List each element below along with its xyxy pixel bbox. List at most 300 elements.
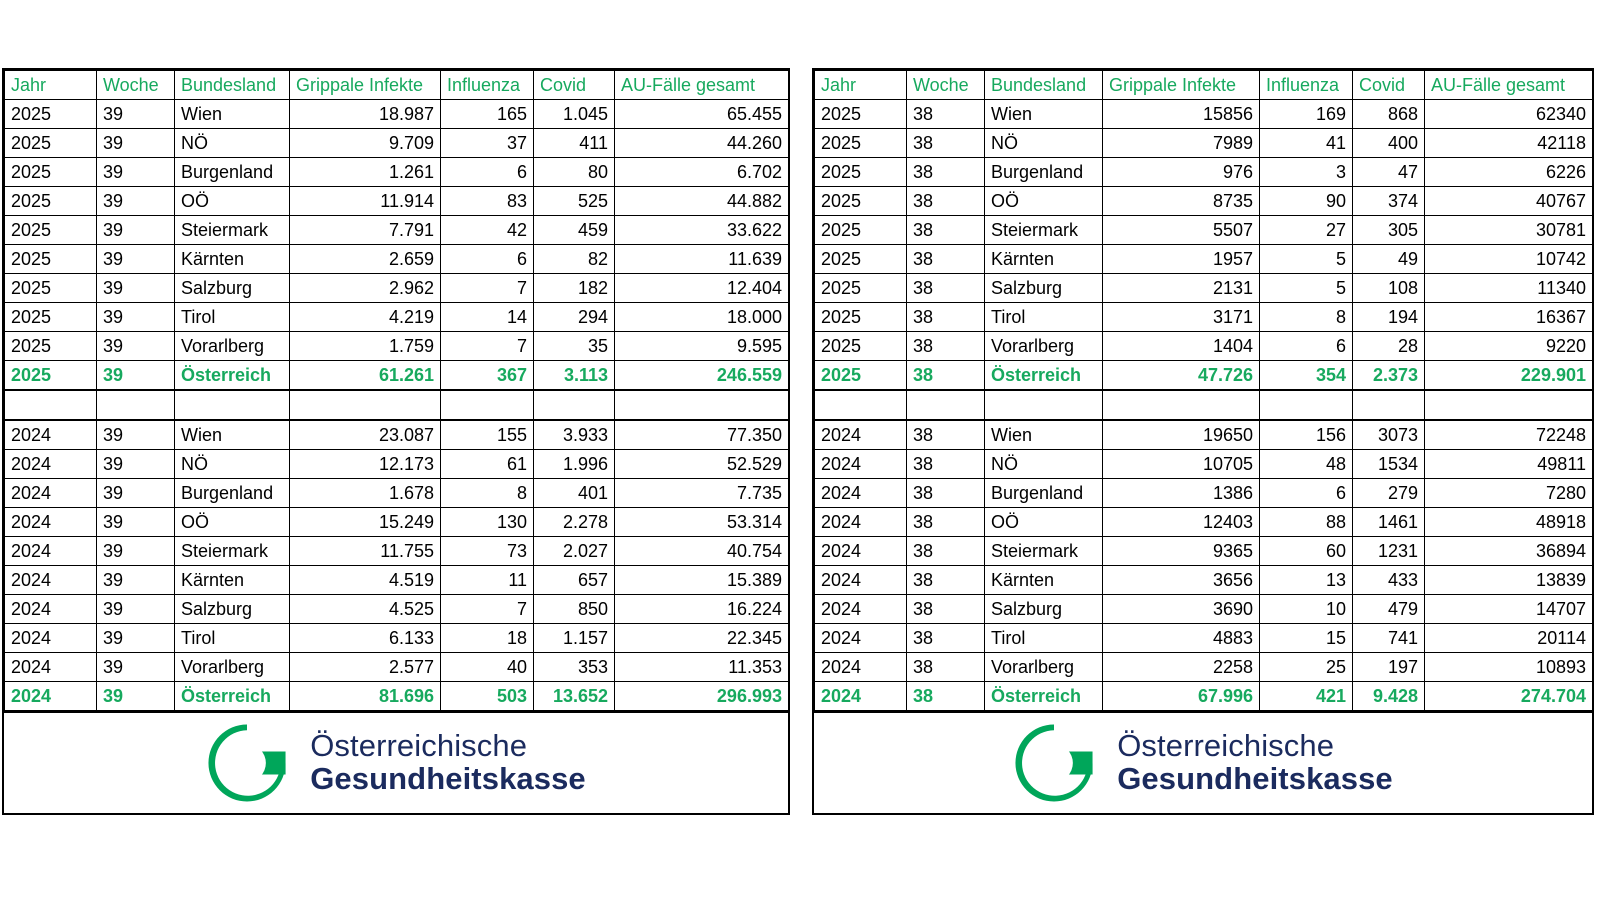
cell-grippale-infekte: 19650 bbox=[1103, 420, 1260, 450]
cell-grippale-infekte: 5507 bbox=[1103, 216, 1260, 245]
cell-au-faelle-gesamt: 9.595 bbox=[615, 332, 789, 361]
cell-woche: 38 bbox=[907, 158, 985, 187]
cell-influenza: 7 bbox=[441, 595, 534, 624]
spacer-cell bbox=[97, 390, 175, 420]
cell-woche: 38 bbox=[907, 624, 985, 653]
spacer-cell bbox=[1260, 390, 1353, 420]
cell-covid: 2.027 bbox=[534, 537, 615, 566]
table-row bbox=[815, 245, 1593, 274]
header-row bbox=[815, 71, 1593, 100]
cell-jahr: 2024 bbox=[5, 566, 97, 595]
cell-influenza: 42 bbox=[441, 216, 534, 245]
cell-jahr: 2025 bbox=[5, 245, 97, 274]
cell-woche: 39 bbox=[97, 508, 175, 537]
cell-woche: 39 bbox=[97, 682, 175, 712]
cell-woche: 38 bbox=[907, 245, 985, 274]
cell-influenza: 7 bbox=[441, 332, 534, 361]
cell-covid: 525 bbox=[534, 187, 615, 216]
cell-au-faelle-gesamt: 44.260 bbox=[615, 129, 789, 158]
cell-au-faelle-gesamt: 16.224 bbox=[615, 595, 789, 624]
cell-covid: 1.996 bbox=[534, 450, 615, 479]
cell-au-faelle-gesamt: 33.622 bbox=[615, 216, 789, 245]
cell-woche: 39 bbox=[97, 100, 175, 129]
cell-covid: 459 bbox=[534, 216, 615, 245]
cell-woche: 38 bbox=[907, 100, 985, 129]
cell-au-faelle-gesamt: 30781 bbox=[1425, 216, 1593, 245]
cell-grippale-infekte: 1386 bbox=[1103, 479, 1260, 508]
cell-bundesland: Österreich bbox=[985, 361, 1103, 391]
cell-covid: 28 bbox=[1353, 332, 1425, 361]
cell-au-faelle-gesamt: 44.882 bbox=[615, 187, 789, 216]
cell-au-faelle-gesamt: 9220 bbox=[1425, 332, 1593, 361]
spacer-cell bbox=[1425, 390, 1593, 420]
cell-woche: 39 bbox=[97, 479, 175, 508]
table-row bbox=[815, 479, 1593, 508]
cell-influenza: 6 bbox=[1260, 332, 1353, 361]
cell-grippale-infekte: 23.087 bbox=[290, 420, 441, 450]
table-row bbox=[815, 537, 1593, 566]
cell-covid: 2.373 bbox=[1353, 361, 1425, 391]
cell-influenza: 11 bbox=[441, 566, 534, 595]
table-row bbox=[5, 158, 789, 187]
column-header-influenza: Influenza bbox=[1260, 71, 1353, 100]
cell-influenza: 7 bbox=[441, 274, 534, 303]
cell-covid: 182 bbox=[534, 274, 615, 303]
cell-jahr: 2025 bbox=[815, 303, 907, 332]
table-row-total bbox=[5, 682, 789, 712]
table-panel-week-39 bbox=[2, 68, 790, 815]
cell-grippale-infekte: 10705 bbox=[1103, 450, 1260, 479]
cell-au-faelle-gesamt: 49811 bbox=[1425, 450, 1593, 479]
column-header-woche: Woche bbox=[907, 71, 985, 100]
cell-au-faelle-gesamt: 7.735 bbox=[615, 479, 789, 508]
cell-influenza: 25 bbox=[1260, 653, 1353, 682]
cell-influenza: 83 bbox=[441, 187, 534, 216]
cell-influenza: 40 bbox=[441, 653, 534, 682]
cell-jahr: 2025 bbox=[5, 100, 97, 129]
logo-line-oesterreichische: Österreichische bbox=[310, 728, 528, 764]
cell-covid: 1.045 bbox=[534, 100, 615, 129]
cell-covid: 401 bbox=[534, 479, 615, 508]
cell-grippale-infekte: 2.577 bbox=[290, 653, 441, 682]
cell-influenza: 3 bbox=[1260, 158, 1353, 187]
cell-woche: 38 bbox=[907, 653, 985, 682]
cell-influenza: 13 bbox=[1260, 566, 1353, 595]
table-row-total bbox=[815, 682, 1593, 712]
cell-woche: 38 bbox=[907, 508, 985, 537]
table-row bbox=[5, 100, 789, 129]
cell-au-faelle-gesamt: 10893 bbox=[1425, 653, 1593, 682]
cell-covid: 374 bbox=[1353, 187, 1425, 216]
cell-au-faelle-gesamt: 11.353 bbox=[615, 653, 789, 682]
cell-grippale-infekte: 4.219 bbox=[290, 303, 441, 332]
cell-grippale-infekte: 3171 bbox=[1103, 303, 1260, 332]
cell-jahr: 2025 bbox=[815, 158, 907, 187]
cell-bundesland: Tirol bbox=[175, 624, 290, 653]
cell-au-faelle-gesamt: 274.704 bbox=[1425, 682, 1593, 712]
cell-influenza: 60 bbox=[1260, 537, 1353, 566]
cell-bundesland: Vorarlberg bbox=[985, 332, 1103, 361]
cell-jahr: 2025 bbox=[815, 129, 907, 158]
cell-grippale-infekte: 3690 bbox=[1103, 595, 1260, 624]
cell-bundesland: Österreich bbox=[175, 682, 290, 712]
table-body-week-38 bbox=[815, 100, 1593, 712]
cell-covid: 194 bbox=[1353, 303, 1425, 332]
cell-bundesland: OÖ bbox=[985, 508, 1103, 537]
cell-au-faelle-gesamt: 6226 bbox=[1425, 158, 1593, 187]
cell-covid: 47 bbox=[1353, 158, 1425, 187]
cell-covid: 353 bbox=[534, 653, 615, 682]
table-row-total bbox=[5, 361, 789, 391]
cell-jahr: 2024 bbox=[5, 682, 97, 712]
cell-woche: 38 bbox=[907, 361, 985, 391]
cell-grippale-infekte: 4.519 bbox=[290, 566, 441, 595]
table-body-week-39 bbox=[5, 100, 789, 712]
cell-bundesland: Salzburg bbox=[175, 274, 290, 303]
cell-influenza: 90 bbox=[1260, 187, 1353, 216]
cell-bundesland: Burgenland bbox=[985, 479, 1103, 508]
table-row bbox=[815, 508, 1593, 537]
cell-covid: 400 bbox=[1353, 129, 1425, 158]
cell-grippale-infekte: 6.133 bbox=[290, 624, 441, 653]
cell-grippale-infekte: 9.709 bbox=[290, 129, 441, 158]
oegk-logo-block bbox=[4, 712, 788, 813]
logo-line-gesundheitskasse: Gesundheitskasse bbox=[1117, 761, 1393, 796]
cell-covid: 294 bbox=[534, 303, 615, 332]
cell-bundesland: Steiermark bbox=[985, 216, 1103, 245]
cell-bundesland: OÖ bbox=[175, 508, 290, 537]
cell-woche: 39 bbox=[97, 420, 175, 450]
cell-jahr: 2025 bbox=[5, 274, 97, 303]
cell-au-faelle-gesamt: 16367 bbox=[1425, 303, 1593, 332]
cell-covid: 868 bbox=[1353, 100, 1425, 129]
cell-covid: 13.652 bbox=[534, 682, 615, 712]
cell-bundesland: Wien bbox=[175, 420, 290, 450]
oegk-logo-wordmark bbox=[310, 730, 586, 796]
cell-covid: 3.933 bbox=[534, 420, 615, 450]
cell-grippale-infekte: 2258 bbox=[1103, 653, 1260, 682]
cell-influenza: 48 bbox=[1260, 450, 1353, 479]
table-row bbox=[5, 624, 789, 653]
cell-bundesland: Burgenland bbox=[175, 158, 290, 187]
cell-covid: 1461 bbox=[1353, 508, 1425, 537]
table-row bbox=[815, 158, 1593, 187]
cell-au-faelle-gesamt: 296.993 bbox=[615, 682, 789, 712]
cell-woche: 39 bbox=[97, 653, 175, 682]
cell-covid: 1231 bbox=[1353, 537, 1425, 566]
cell-woche: 38 bbox=[907, 332, 985, 361]
cell-influenza: 367 bbox=[441, 361, 534, 391]
cell-au-faelle-gesamt: 22.345 bbox=[615, 624, 789, 653]
cell-bundesland: Kärnten bbox=[985, 566, 1103, 595]
cell-covid: 108 bbox=[1353, 274, 1425, 303]
cell-bundesland: Kärnten bbox=[175, 245, 290, 274]
cell-jahr: 2024 bbox=[815, 595, 907, 624]
cell-covid: 9.428 bbox=[1353, 682, 1425, 712]
cell-grippale-infekte: 7.791 bbox=[290, 216, 441, 245]
cell-bundesland: Vorarlberg bbox=[175, 332, 290, 361]
cell-grippale-infekte: 1404 bbox=[1103, 332, 1260, 361]
cell-influenza: 421 bbox=[1260, 682, 1353, 712]
cell-woche: 38 bbox=[907, 537, 985, 566]
cell-covid: 3073 bbox=[1353, 420, 1425, 450]
cell-grippale-infekte: 18.987 bbox=[290, 100, 441, 129]
cell-jahr: 2024 bbox=[815, 450, 907, 479]
table-row bbox=[5, 187, 789, 216]
cell-grippale-infekte: 3656 bbox=[1103, 566, 1260, 595]
cell-influenza: 41 bbox=[1260, 129, 1353, 158]
cell-influenza: 14 bbox=[441, 303, 534, 332]
cell-woche: 38 bbox=[907, 303, 985, 332]
cell-influenza: 8 bbox=[441, 479, 534, 508]
table-row bbox=[5, 450, 789, 479]
cell-grippale-infekte: 8735 bbox=[1103, 187, 1260, 216]
cell-bundesland: NÖ bbox=[175, 129, 290, 158]
cell-woche: 39 bbox=[97, 274, 175, 303]
cell-jahr: 2025 bbox=[815, 274, 907, 303]
cell-grippale-infekte: 12403 bbox=[1103, 508, 1260, 537]
spacer-cell bbox=[815, 390, 907, 420]
cell-covid: 197 bbox=[1353, 653, 1425, 682]
cell-au-faelle-gesamt: 52.529 bbox=[615, 450, 789, 479]
cell-covid: 411 bbox=[534, 129, 615, 158]
cell-woche: 39 bbox=[97, 129, 175, 158]
cell-grippale-infekte: 11.755 bbox=[290, 537, 441, 566]
logo-line-gesundheitskasse: Gesundheitskasse bbox=[310, 761, 586, 796]
table-row bbox=[5, 303, 789, 332]
column-header-jahr: Jahr bbox=[815, 71, 907, 100]
table-header-week-39 bbox=[5, 71, 789, 100]
table-row bbox=[5, 332, 789, 361]
cell-bundesland: Wien bbox=[985, 420, 1103, 450]
cell-grippale-infekte: 47.726 bbox=[1103, 361, 1260, 391]
cell-jahr: 2024 bbox=[815, 653, 907, 682]
cell-jahr: 2025 bbox=[815, 332, 907, 361]
cell-influenza: 130 bbox=[441, 508, 534, 537]
column-header-covid: Covid bbox=[1353, 71, 1425, 100]
spacer-cell bbox=[985, 390, 1103, 420]
oegk-ring-logo-icon bbox=[206, 722, 288, 804]
cell-bundesland: Steiermark bbox=[175, 216, 290, 245]
cell-woche: 39 bbox=[97, 537, 175, 566]
table-row bbox=[5, 653, 789, 682]
cell-jahr: 2025 bbox=[815, 100, 907, 129]
cell-woche: 38 bbox=[907, 566, 985, 595]
cell-grippale-infekte: 2131 bbox=[1103, 274, 1260, 303]
data-table-week-38 bbox=[814, 70, 1593, 712]
table-row bbox=[5, 420, 789, 450]
cell-covid: 657 bbox=[534, 566, 615, 595]
cell-jahr: 2024 bbox=[815, 624, 907, 653]
cell-au-faelle-gesamt: 53.314 bbox=[615, 508, 789, 537]
table-row-total bbox=[815, 361, 1593, 391]
cell-jahr: 2025 bbox=[5, 332, 97, 361]
cell-woche: 38 bbox=[907, 682, 985, 712]
table-row bbox=[815, 274, 1593, 303]
cell-jahr: 2024 bbox=[815, 420, 907, 450]
column-header-influenza: Influenza bbox=[441, 71, 534, 100]
cell-au-faelle-gesamt: 18.000 bbox=[615, 303, 789, 332]
cell-woche: 39 bbox=[97, 187, 175, 216]
cell-au-faelle-gesamt: 11340 bbox=[1425, 274, 1593, 303]
cell-covid: 850 bbox=[534, 595, 615, 624]
table-row bbox=[815, 187, 1593, 216]
cell-woche: 39 bbox=[97, 450, 175, 479]
cell-grippale-infekte: 67.996 bbox=[1103, 682, 1260, 712]
oegk-logo-wordmark bbox=[1117, 730, 1393, 796]
cell-grippale-infekte: 1.759 bbox=[290, 332, 441, 361]
table-row bbox=[5, 537, 789, 566]
cell-bundesland: NÖ bbox=[175, 450, 290, 479]
cell-jahr: 2024 bbox=[5, 420, 97, 450]
cell-bundesland: NÖ bbox=[985, 129, 1103, 158]
cell-woche: 39 bbox=[97, 566, 175, 595]
cell-covid: 1.157 bbox=[534, 624, 615, 653]
cell-jahr: 2025 bbox=[815, 245, 907, 274]
header-row bbox=[5, 71, 789, 100]
cell-au-faelle-gesamt: 77.350 bbox=[615, 420, 789, 450]
cell-covid: 82 bbox=[534, 245, 615, 274]
cell-au-faelle-gesamt: 12.404 bbox=[615, 274, 789, 303]
table-row bbox=[5, 129, 789, 158]
cell-jahr: 2025 bbox=[5, 303, 97, 332]
cell-covid: 279 bbox=[1353, 479, 1425, 508]
cell-bundesland: Kärnten bbox=[985, 245, 1103, 274]
cell-woche: 39 bbox=[97, 303, 175, 332]
column-header-au-faelle-gesamt: AU-Fälle gesamt bbox=[1425, 71, 1593, 100]
cell-covid: 433 bbox=[1353, 566, 1425, 595]
oegk-ring-logo-icon bbox=[1013, 722, 1095, 804]
cell-grippale-infekte: 2.962 bbox=[290, 274, 441, 303]
cell-jahr: 2025 bbox=[815, 216, 907, 245]
cell-grippale-infekte: 81.696 bbox=[290, 682, 441, 712]
cell-au-faelle-gesamt: 10742 bbox=[1425, 245, 1593, 274]
cell-woche: 38 bbox=[907, 595, 985, 624]
cell-au-faelle-gesamt: 15.389 bbox=[615, 566, 789, 595]
cell-bundesland: Kärnten bbox=[175, 566, 290, 595]
cell-woche: 38 bbox=[907, 450, 985, 479]
cell-bundesland: Wien bbox=[175, 100, 290, 129]
cell-covid: 49 bbox=[1353, 245, 1425, 274]
cell-woche: 39 bbox=[97, 332, 175, 361]
cell-au-faelle-gesamt: 14707 bbox=[1425, 595, 1593, 624]
spacer-cell bbox=[534, 390, 615, 420]
spacer-cell bbox=[1103, 390, 1260, 420]
cell-influenza: 6 bbox=[1260, 479, 1353, 508]
cell-jahr: 2025 bbox=[5, 361, 97, 391]
cell-au-faelle-gesamt: 42118 bbox=[1425, 129, 1593, 158]
cell-woche: 39 bbox=[97, 158, 175, 187]
cell-jahr: 2024 bbox=[5, 537, 97, 566]
spacer-cell bbox=[175, 390, 290, 420]
cell-bundesland: Vorarlberg bbox=[175, 653, 290, 682]
column-header-au-faelle-gesamt: AU-Fälle gesamt bbox=[615, 71, 789, 100]
cell-woche: 39 bbox=[97, 245, 175, 274]
sheet-container bbox=[2, 68, 1594, 815]
cell-influenza: 6 bbox=[441, 245, 534, 274]
cell-bundesland: Salzburg bbox=[175, 595, 290, 624]
cell-covid: 2.278 bbox=[534, 508, 615, 537]
table-header-week-38 bbox=[815, 71, 1593, 100]
cell-jahr: 2025 bbox=[815, 187, 907, 216]
cell-jahr: 2024 bbox=[5, 450, 97, 479]
table-row bbox=[5, 216, 789, 245]
cell-au-faelle-gesamt: 65.455 bbox=[615, 100, 789, 129]
table-row bbox=[815, 332, 1593, 361]
cell-au-faelle-gesamt: 62340 bbox=[1425, 100, 1593, 129]
cell-jahr: 2024 bbox=[5, 508, 97, 537]
cell-bundesland: Steiermark bbox=[175, 537, 290, 566]
cell-jahr: 2024 bbox=[815, 537, 907, 566]
cell-woche: 39 bbox=[97, 361, 175, 391]
cell-bundesland: Steiermark bbox=[985, 537, 1103, 566]
cell-grippale-infekte: 12.173 bbox=[290, 450, 441, 479]
cell-jahr: 2024 bbox=[815, 508, 907, 537]
cell-jahr: 2024 bbox=[5, 624, 97, 653]
table-spacer-row bbox=[5, 390, 789, 420]
spacer-cell bbox=[441, 390, 534, 420]
cell-influenza: 10 bbox=[1260, 595, 1353, 624]
table-row bbox=[5, 245, 789, 274]
cell-influenza: 6 bbox=[441, 158, 534, 187]
cell-influenza: 37 bbox=[441, 129, 534, 158]
column-header-grippale-infekte: Grippale Infekte bbox=[1103, 71, 1260, 100]
spacer-cell bbox=[290, 390, 441, 420]
table-spacer-row bbox=[815, 390, 1593, 420]
cell-au-faelle-gesamt: 20114 bbox=[1425, 624, 1593, 653]
cell-bundesland: Wien bbox=[985, 100, 1103, 129]
table-row bbox=[5, 595, 789, 624]
cell-jahr: 2025 bbox=[815, 361, 907, 391]
cell-jahr: 2024 bbox=[5, 653, 97, 682]
cell-covid: 479 bbox=[1353, 595, 1425, 624]
cell-grippale-infekte: 7989 bbox=[1103, 129, 1260, 158]
table-row bbox=[815, 595, 1593, 624]
cell-jahr: 2024 bbox=[815, 566, 907, 595]
cell-bundesland: Tirol bbox=[985, 624, 1103, 653]
cell-bundesland: Burgenland bbox=[175, 479, 290, 508]
table-row bbox=[815, 450, 1593, 479]
cell-grippale-infekte: 2.659 bbox=[290, 245, 441, 274]
cell-grippale-infekte: 9365 bbox=[1103, 537, 1260, 566]
cell-grippale-infekte: 4.525 bbox=[290, 595, 441, 624]
cell-au-faelle-gesamt: 7280 bbox=[1425, 479, 1593, 508]
cell-au-faelle-gesamt: 40767 bbox=[1425, 187, 1593, 216]
cell-au-faelle-gesamt: 48918 bbox=[1425, 508, 1593, 537]
cell-influenza: 18 bbox=[441, 624, 534, 653]
cell-jahr: 2025 bbox=[5, 158, 97, 187]
table-row bbox=[5, 479, 789, 508]
cell-bundesland: Salzburg bbox=[985, 274, 1103, 303]
table-row bbox=[815, 653, 1593, 682]
cell-grippale-infekte: 1.678 bbox=[290, 479, 441, 508]
spacer-cell bbox=[615, 390, 789, 420]
cell-influenza: 5 bbox=[1260, 274, 1353, 303]
cell-bundesland: Salzburg bbox=[985, 595, 1103, 624]
cell-jahr: 2024 bbox=[815, 682, 907, 712]
cell-woche: 39 bbox=[97, 216, 175, 245]
cell-woche: 38 bbox=[907, 420, 985, 450]
cell-influenza: 8 bbox=[1260, 303, 1353, 332]
cell-bundesland: Burgenland bbox=[985, 158, 1103, 187]
cell-covid: 741 bbox=[1353, 624, 1425, 653]
cell-grippale-infekte: 976 bbox=[1103, 158, 1260, 187]
cell-influenza: 156 bbox=[1260, 420, 1353, 450]
table-row bbox=[815, 100, 1593, 129]
cell-jahr: 2024 bbox=[5, 595, 97, 624]
cell-au-faelle-gesamt: 13839 bbox=[1425, 566, 1593, 595]
cell-woche: 39 bbox=[97, 595, 175, 624]
